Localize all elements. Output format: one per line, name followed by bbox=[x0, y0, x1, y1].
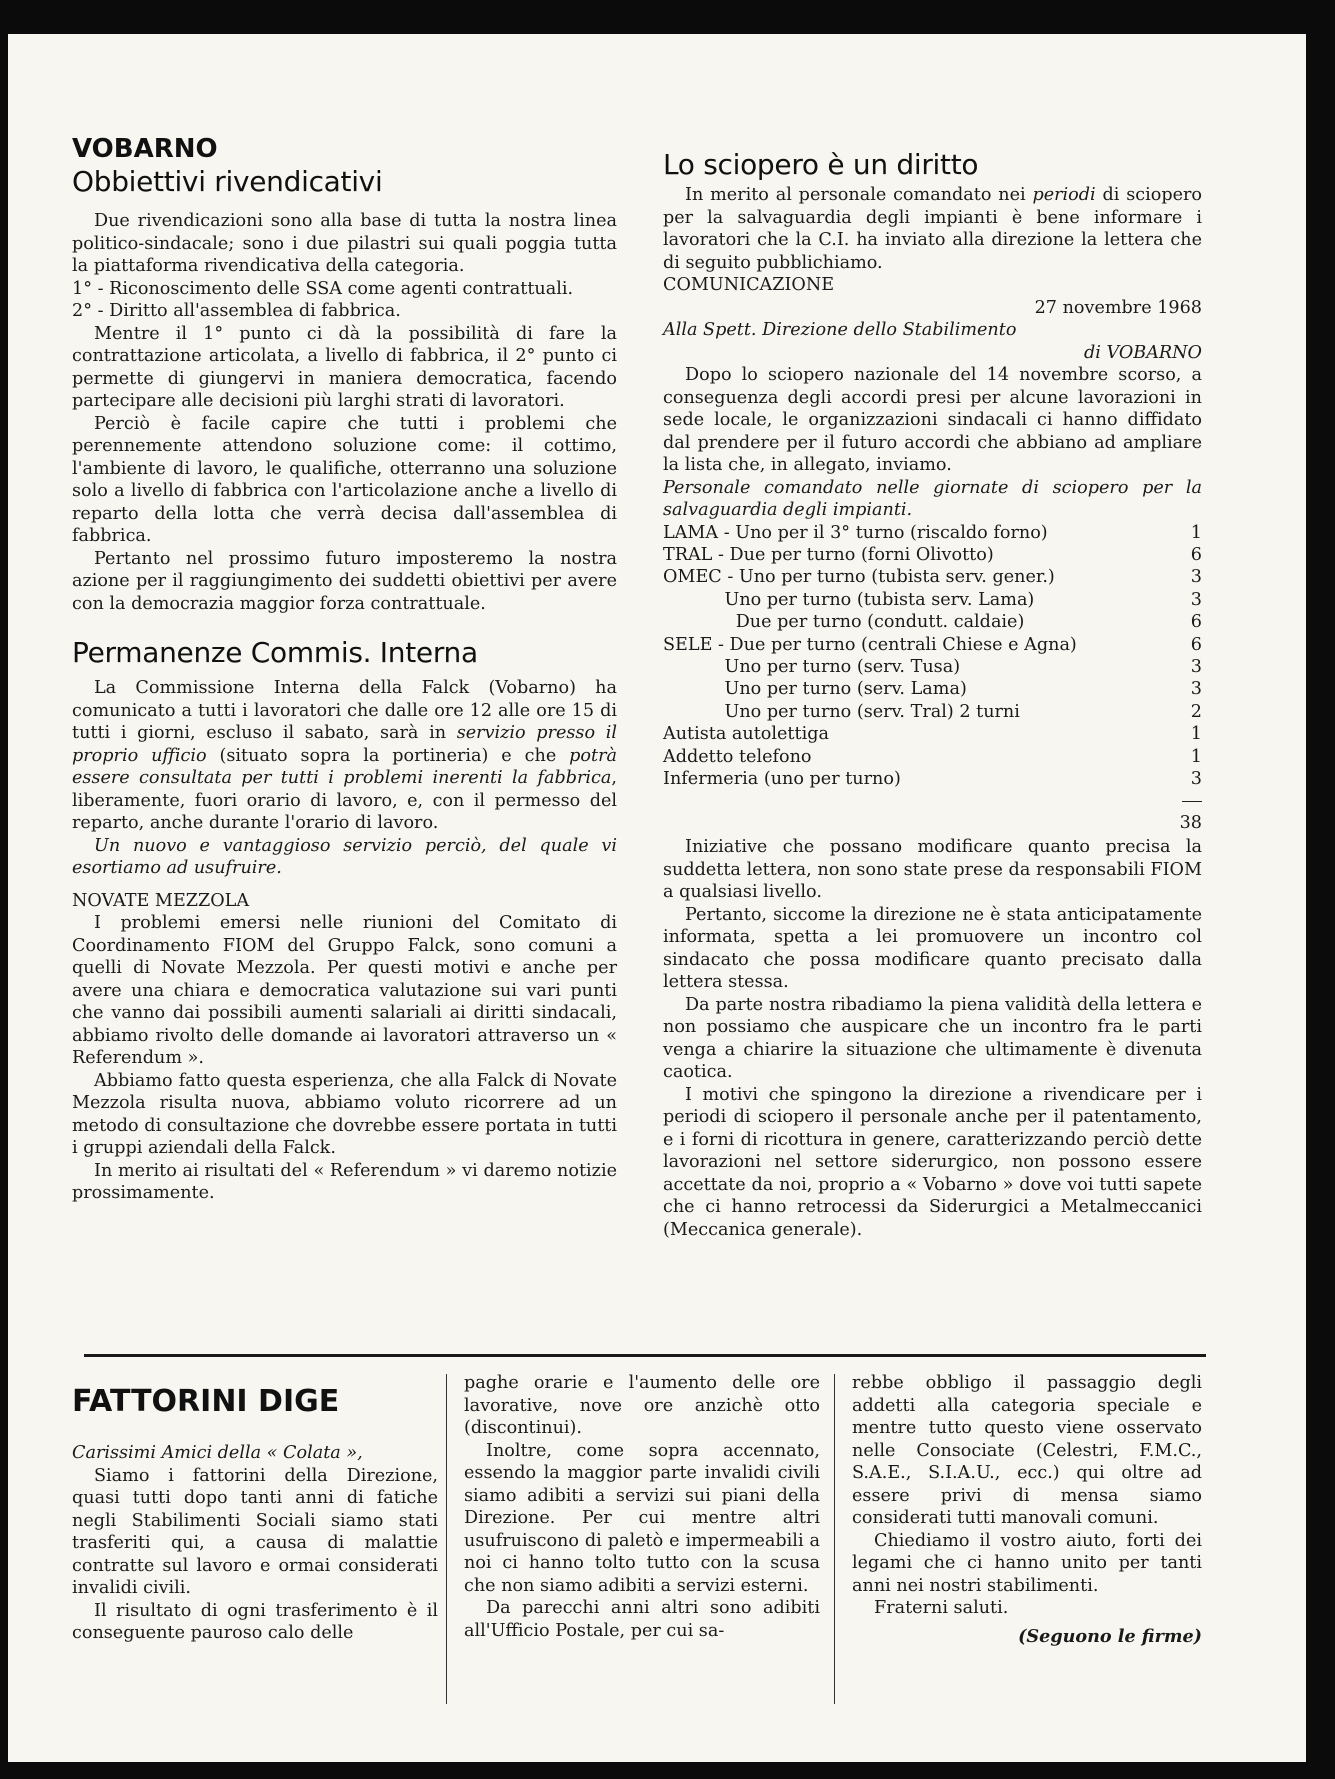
vobarno-paragraph: Perciò è facile capire che tutti i problemi che perennemente attendono soluzione come: il cottimo, l'ambiente di lavoro, le qualifiche, otterranno una soluzione solo a livello di fabbrica con l'articolazione anche a livello di reparto della lotta che verrà decisa dall'assemblea di fabbrica. bbox=[72, 413, 617, 546]
total-row bbox=[663, 790, 1202, 834]
sciopero-paragraph: In merito al personale comandato nei periodi di sciopero per la salvaguardia degli impianti è bene informare i lavoratori che la C.I. ha inviato alla direzione la lettera che di seguito pubblichiamo. bbox=[663, 185, 1202, 273]
vobarno-paragraph: Mentre il 1° punto ci dà la possibilità di fare la contrattazione articolata, a livello di fabbrica, il 2° punto ci permette di giungervi in maniera democratica, facendo partecipare alle decisioni più larghi strati di lavoratori. bbox=[72, 323, 617, 411]
personnel-row-label: Uno per turno (serv. Tral) 2 turni bbox=[663, 701, 1020, 722]
personnel-row-count: 3 bbox=[1190, 679, 1202, 700]
personnel-row-label: SELE - Due per turno (centrali Chiese e Agna) bbox=[663, 634, 1077, 655]
novate-title: NOVATE MEZZOLA bbox=[72, 890, 250, 911]
fattorini-column-2 bbox=[464, 1372, 820, 1642]
column-divider bbox=[834, 1374, 835, 1704]
personnel-row-count: 1 bbox=[1190, 746, 1202, 767]
fattorini-column-3 bbox=[852, 1372, 1202, 1648]
personnel-row bbox=[663, 611, 1202, 633]
personnel-row-count: 1 bbox=[1190, 522, 1202, 543]
permanenze-paragraph: La Commissione Interna della Falck (Vobarno) ha comunicato a tutti i lavoratori che dalle ore 12 alle ore 15 di tutti i giorni, escluso il sabato, sarà in servizio presso il proprio ufficio (situato sopra la portineria) e che potrà essere consultata per tutti i problemi inerenti la fabbrica, liberamente, fuori orario di lavoro, e, con il permesso del reparto, anche durante l'orario di lavoro. bbox=[72, 678, 617, 833]
right-column bbox=[663, 148, 1202, 1241]
fattorini-signature: (Seguono le firme) bbox=[1018, 1625, 1202, 1647]
personnel-row bbox=[663, 768, 1202, 790]
fattorini-closing: Fraterni saluti. bbox=[874, 1598, 1009, 1618]
fattorini-salutation: Carissimi Amici della « Colata », bbox=[72, 1443, 363, 1463]
fattorini-paragraph: rebbe obbligo il passaggio degli addetti alla categoria speciale e mentre tutto questo viene osservato nelle Consociate (Celestri, F.M.C., S.A.E., S.I.A.U., ecc.) qui oltre ad essere privi di mensa siamo considerati tutti manovali comuni. bbox=[852, 1373, 1202, 1528]
letter-date: 27 novembre 1968 bbox=[1034, 297, 1202, 318]
personnel-row-count: 6 bbox=[1190, 544, 1202, 565]
vobarno-item: 1° - Riconoscimento delle SSA come agenti contrattuali. bbox=[72, 278, 574, 299]
personnel-row-label: OMEC - Uno per turno (tubista serv. gener.) bbox=[663, 567, 1055, 588]
personnel-row-label: Infermeria (uno per turno) bbox=[663, 768, 901, 789]
personnel-row-label: Uno per turno (tubista serv. Lama) bbox=[663, 589, 1035, 610]
left-column bbox=[72, 134, 617, 1205]
personnel-row bbox=[663, 589, 1202, 611]
fattorini-paragraph: Chiediamo il vostro aiuto, forti dei legami che ci hanno unito per tanti anni nei nostri stabilimenti. bbox=[852, 1530, 1202, 1596]
personnel-row-count: 3 bbox=[1190, 656, 1202, 677]
fattorini-title: FATTORINI DIGE bbox=[72, 1384, 340, 1419]
comunicazione-label: COMUNICAZIONE bbox=[663, 275, 835, 295]
personnel-row-label: Due per turno (condutt. caldaie) bbox=[663, 612, 1025, 633]
personnel-row bbox=[663, 522, 1202, 544]
personnel-row bbox=[663, 746, 1202, 768]
fattorini-paragraph: Inoltre, come sopra accennato, essendo la maggior parte invalidi civili siamo adibiti a servizi sui piani della Direzione. Per cui mentre altri usufruiscono di paletò e impermeabili a noi ci hanno tolto tutto con la scusa che non siamo adibiti a servizi esterni. bbox=[464, 1440, 820, 1596]
personnel-row-label: LAMA - Uno per il 3° turno (riscaldo forno) bbox=[663, 522, 1048, 543]
list-title: Personale comandato nelle giornate di sciopero per la salvaguardia degli impianti. bbox=[663, 477, 1202, 520]
personnel-row-count: 3 bbox=[1190, 589, 1202, 610]
newspaper-page bbox=[8, 34, 1306, 1762]
letter-address: Alla Spett. Direzione dello Stabilimento bbox=[663, 320, 1017, 340]
novate-paragraph: In merito ai risultati del « Referendum » vi daremo notizie prossimamente. bbox=[72, 1160, 617, 1203]
permanenze-paragraph: Un nuovo e vantaggioso servizio perciò, del quale vi esortiamo ad usufruire. bbox=[72, 835, 617, 878]
vobarno-item: 2° - Diritto all'assemblea di fabbrica. bbox=[72, 301, 401, 321]
personnel-row bbox=[663, 634, 1202, 656]
personnel-row-count: 3 bbox=[1190, 768, 1202, 789]
scan-border-right bbox=[1306, 0, 1335, 1779]
permanenze-title: Permanenze Commis. Interna bbox=[72, 636, 478, 669]
vobarno-title: VOBARNO bbox=[72, 134, 218, 164]
fattorini-paragraph: Da parecchi anni altri sono adibiti all'Ufficio Postale, per cui sa- bbox=[464, 1598, 820, 1641]
novate-paragraph: I problemi emersi nelle riunioni del Comitato di Coordinamento FIOM del Gruppo Falck, sono comuni a quelli di Novate Mezzola. Per questi motivi e anche per avere una chiara e democratica valutazione sui vari punti che vanno dai possibili aumenti salariali ai diritti sindacali, abbiamo rivolto delle domande ai lavoratori attraverso un « Referendum ». bbox=[72, 913, 617, 1068]
personnel-row-label: TRAL - Due per turno (forni Olivotto) bbox=[663, 544, 994, 565]
personnel-row bbox=[663, 701, 1202, 723]
sciopero-paragraph: Da parte nostra ribadiamo la piena validità della lettera e non possiamo che auspicare che un incontro fra le parti venga a chiarire la situazione che ultimamente è divenuta caotica. bbox=[663, 994, 1202, 1083]
personnel-row-count: 3 bbox=[1190, 567, 1202, 588]
personnel-row-count: 6 bbox=[1190, 634, 1202, 655]
personnel-row-count: 1 bbox=[1190, 724, 1202, 745]
personnel-row-count: 6 bbox=[1190, 612, 1202, 633]
sciopero-paragraph: I motivi che spingono la direzione a rivendicare per i periodi di sciopero il personale anche per il patentamento, e i forni di ricottura in genere, caratterizzando perciò dette lavorazioni nel settore siderurgico, non possono essere accettate da noi, proprio a « Vobarno » dove voi tutti sapete che ci hanno retrocessi da Siderurgici a Metalmeccanici (Meccanica generale). bbox=[663, 1084, 1202, 1240]
personnel-list bbox=[663, 522, 1202, 791]
vobarno-subtitle: Obbiettivi rivendicativi bbox=[72, 165, 383, 198]
sciopero-paragraph: Pertanto, siccome la direzione ne è stata anticipatamente informata, spetta a lei promuovere un incontro col sindacato che possa modificare quanto precisato dalla lettera stessa. bbox=[663, 904, 1202, 993]
personnel-row bbox=[663, 678, 1202, 700]
personnel-row bbox=[663, 566, 1202, 588]
personnel-row-count: 2 bbox=[1190, 701, 1202, 722]
vobarno-paragraph: Due rivendicazioni sono alla base di tutta la nostra linea politico-sindacale; sono i due pilastri sui quali poggia tutta la piattaforma rivendicativa della categoria. bbox=[72, 211, 617, 276]
personnel-row bbox=[663, 544, 1202, 566]
section-divider bbox=[84, 1354, 1206, 1357]
fattorini-paragraph: paghe orarie e l'aumento delle ore lavorative, nove ore anzichè otto (discontinui). bbox=[464, 1373, 820, 1438]
total-value: 38 bbox=[1179, 813, 1202, 834]
personnel-row-label: Uno per turno (serv. Lama) bbox=[663, 679, 967, 700]
fattorini-column-1 bbox=[72, 1382, 438, 1645]
novate-paragraph: Abbiamo fatto questa esperienza, che alla Falck di Novate Mezzola risulta nuova, abbiamo voluto ricorrere ad un metodo di consultazione che dovrebbe essere portata in tutti i gruppi aziendali della Falck. bbox=[72, 1070, 617, 1158]
personnel-row-label: Uno per turno (serv. Tusa) bbox=[663, 656, 961, 677]
personnel-row bbox=[663, 656, 1202, 678]
fattorini-paragraph: Il risultato di ogni trasferimento è il conseguente pauroso calo delle bbox=[72, 1600, 438, 1643]
personnel-row bbox=[663, 723, 1202, 745]
fattorini-paragraph: Siamo i fattorini della Direzione, quasi tutti dopo tanti anni di fatiche negli Stabilimenti Sociali siamo stati trasferiti qui, a causa di malattie contratte sul lavoro e ormai considerati invalidi civili. bbox=[72, 1465, 438, 1598]
personnel-row-label: Autista autolettiga bbox=[663, 724, 829, 745]
vobarno-paragraph: Pertanto nel prossimo futuro imposteremo la nostra azione per il raggiungimento dei suddetti obiettivi per avere con la democrazia maggior forza contrattuale. bbox=[72, 548, 617, 614]
column-divider bbox=[446, 1374, 447, 1704]
letter-address: di VOBARNO bbox=[1083, 342, 1202, 363]
sciopero-title: Lo sciopero è un diritto bbox=[663, 148, 979, 181]
sciopero-paragraph: Dopo lo sciopero nazionale del 14 novembre scorso, a conseguenza degli accordi presi per alcune lavorazioni in sede locale, le organizzazioni sindacali ci hanno diffidato dal prendere per il futuro accordi che abbiano ad ampliare la lista che, in allegato, inviamo. bbox=[663, 365, 1202, 475]
sciopero-paragraph: Iniziative che possano modificare quanto precisa la suddetta lettera, non sono state prese da responsabili FIOM a qualsiasi livello. bbox=[663, 837, 1202, 903]
personnel-row-label: Addetto telefono bbox=[663, 746, 812, 767]
total-rule bbox=[1182, 801, 1202, 802]
